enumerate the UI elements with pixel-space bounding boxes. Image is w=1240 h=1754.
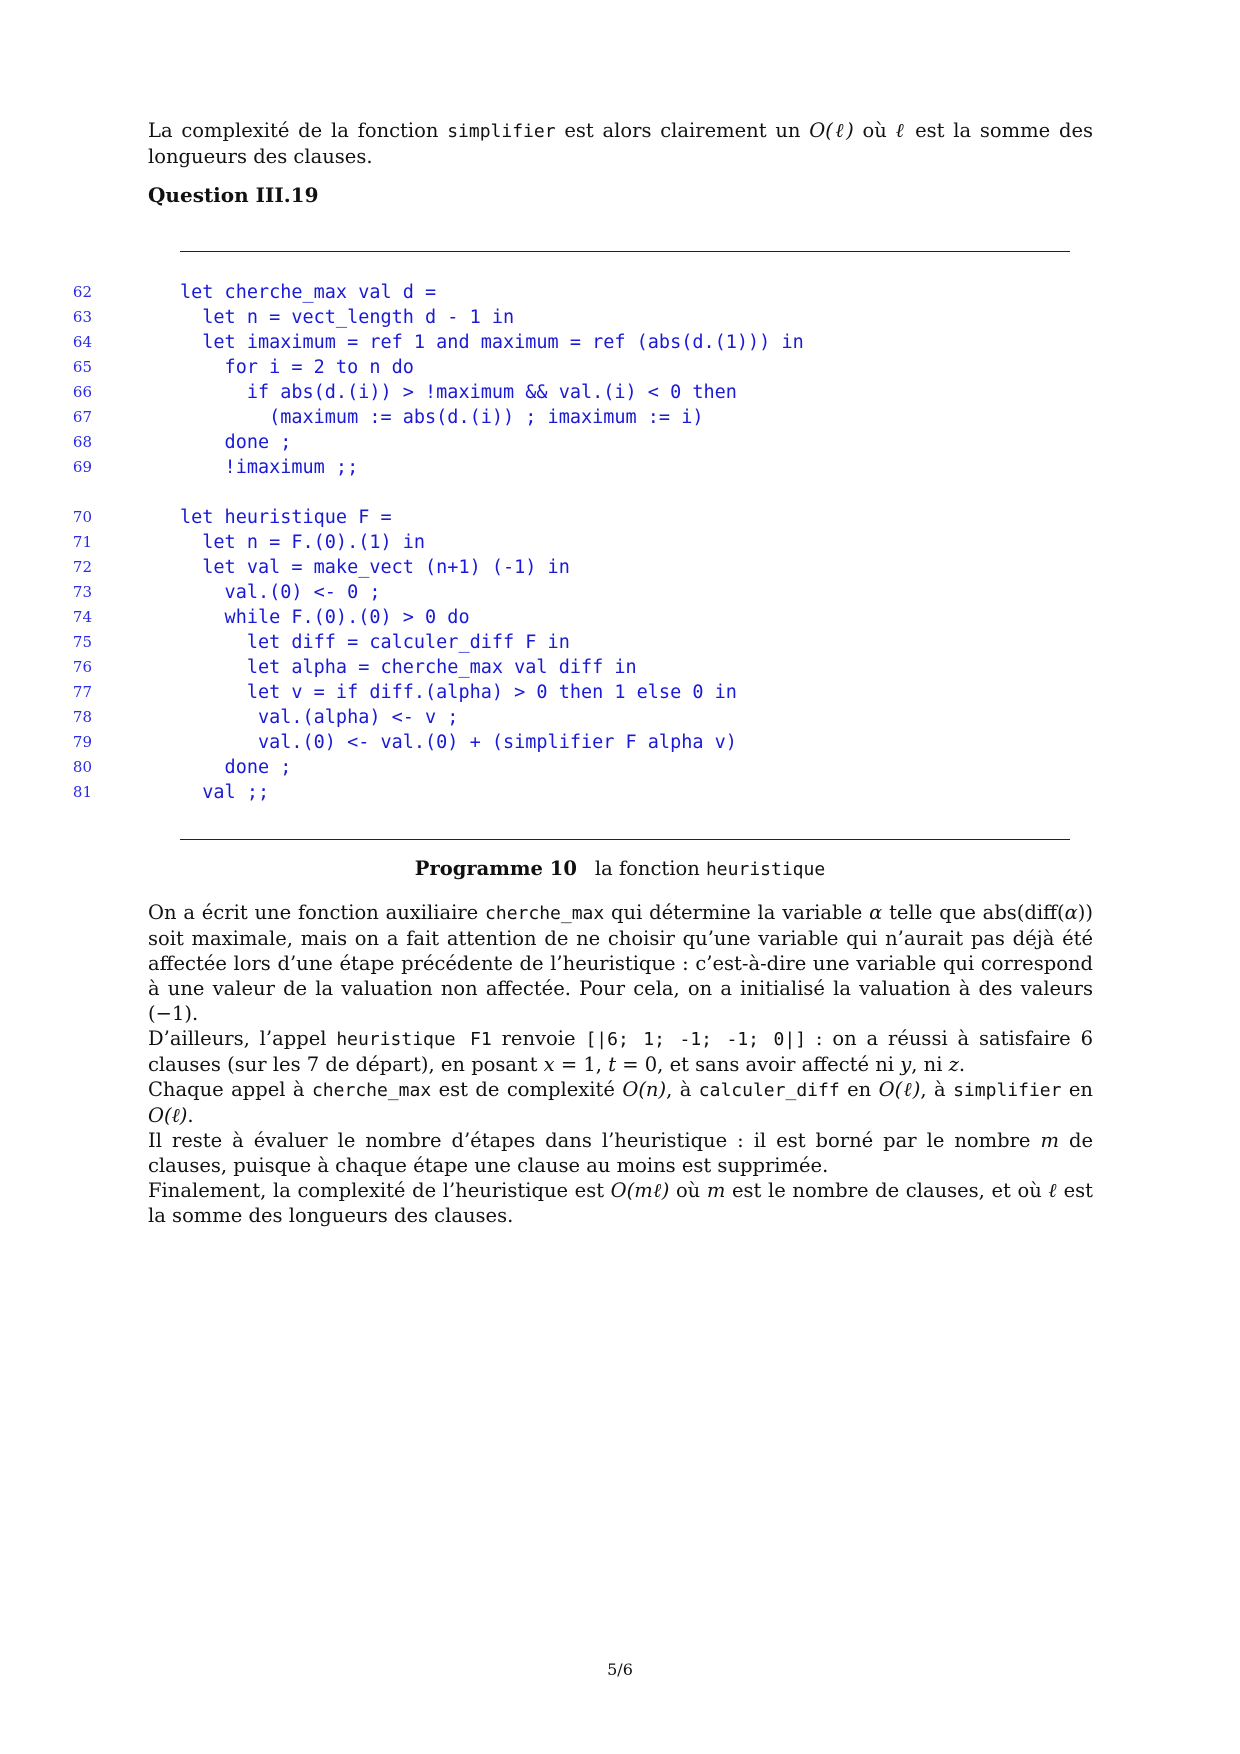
math: O(ℓ) [878, 1078, 921, 1101]
math: O(ℓ) [148, 1104, 188, 1127]
code-text: let heuristique F = [180, 507, 392, 528]
code-text: let imaximum = ref 1 and maximum = ref (abs(d.(1))) in [180, 332, 804, 353]
math: ℓ [1048, 1179, 1057, 1202]
inline-code: calculer_diff [698, 1080, 840, 1101]
inline-code: cherche_max [485, 903, 605, 924]
paragraph-5: Finalement, la complexité de l’heuristique est O(mℓ) où m est le nombre de clauses, et où ℓ est la somme des longueurs des clauses. [148, 1179, 1093, 1227]
code-text: let n = F.(0).(1) in [180, 532, 426, 553]
code-line [0, 705, 1240, 730]
code-line [0, 355, 1240, 380]
code-text: let n = vect_length d - 1 in [180, 307, 515, 328]
line-number: 68 [72, 433, 92, 451]
code-line [0, 655, 1240, 680]
inline-code: simplifier [447, 121, 556, 142]
explanation-block [148, 900, 1093, 1228]
code-line [0, 730, 1240, 755]
code-line [0, 680, 1240, 705]
line-number: 67 [72, 408, 92, 426]
line-number: 64 [72, 333, 92, 351]
intro-block [148, 118, 1093, 208]
code-text: for i = 2 to n do [180, 357, 414, 378]
listing-bottom-rule [180, 839, 1070, 840]
paragraph-3: Chaque appel à cherche_max est de complexité O(n), à calculer_diff en O(ℓ), à simplifier en O(ℓ). [148, 1078, 1093, 1127]
line-number: 66 [72, 383, 92, 401]
page-number: 5/6 [607, 1660, 633, 1679]
code-text: val.(0) <- 0 ; [180, 582, 381, 603]
math: m [1040, 1129, 1059, 1152]
code-text: let alpha = cherche_max val diff in [180, 657, 637, 678]
inline-code: simplifier [953, 1080, 1062, 1101]
line-number: 76 [72, 658, 92, 676]
code-text: val ;; [180, 782, 270, 803]
caption-label: Programme 10 [414, 857, 577, 880]
code-text: val.(alpha) <- v ; [180, 707, 459, 728]
code-line [0, 755, 1240, 780]
line-number: 80 [72, 758, 92, 776]
line-number: 69 [72, 458, 92, 476]
code-line [0, 630, 1240, 655]
listing-top-rule [180, 251, 1070, 252]
math: x [543, 1053, 555, 1076]
line-number: 79 [72, 733, 92, 751]
caption-code: heuristique [705, 859, 826, 880]
code-line [0, 580, 1240, 605]
code-line [0, 505, 1240, 530]
line-number: 62 [72, 283, 92, 301]
line-number: 78 [72, 708, 92, 726]
math: O(mℓ) [610, 1179, 670, 1202]
code-line [0, 305, 1240, 330]
paragraph-1: On a écrit une fonction auxiliaire cherche_max qui détermine la variable α telle que abs(diff(α)) soit maximale, mais on a fait attention de ne choisir qu’une variable qui n’aurait pas déjà été affectée lors d’une étape précédente de l’heuristique : c’est-à-dire une variable qui correspond à une valeur de la valuation non affectée. Pour cela, on a initialisé la valuation à des valeurs (−1). [148, 901, 1093, 1025]
listing-caption [0, 856, 1240, 882]
line-number: 70 [72, 508, 92, 526]
code-line [0, 430, 1240, 455]
math: t [608, 1053, 617, 1076]
code-text: let cherche_max val d = [180, 282, 437, 303]
line-number: 63 [72, 308, 92, 326]
line-number: 72 [72, 558, 92, 576]
code-text: while F.(0).(0) > 0 do [180, 607, 470, 628]
code-line [0, 780, 1240, 805]
paragraph-4: Il reste à évaluer le nombre d’étapes dans l’heuristique : il est borné par le nombre m de clauses, puisque à chaque étape une clause au moins est supprimée. [148, 1129, 1093, 1177]
math: α [1064, 901, 1078, 924]
code-text: done ; [180, 432, 292, 453]
math: α [869, 901, 883, 924]
line-number: 74 [72, 608, 92, 626]
code-text: !imaximum ;; [180, 457, 359, 478]
code-text: (maximum := abs(d.(i)) ; imaximum := i) [180, 407, 704, 428]
line-number: 71 [72, 533, 92, 551]
code-text: let val = make_vect (n+1) (-1) in [180, 557, 570, 578]
code-text: done ; [180, 757, 292, 778]
paragraph-2: D’ailleurs, l’appel heuristique F1 renvoie [|6; 1; -1; -1; 0|] : on a réussi à satisfaire 6 clauses (sur les 7 de départ), en posant x = 1, t = 0, et sans avoir affecté ni y, ni z. [148, 1027, 1093, 1076]
code-text: val.(0) <- val.(0) + (simplifier F alpha v) [180, 732, 737, 753]
math: O(ℓ) [809, 119, 854, 142]
math: O(n) [622, 1078, 667, 1101]
code-text: if abs(d.(i)) > !maximum && val.(i) < 0 then [180, 382, 737, 403]
code-line [0, 605, 1240, 630]
inline-code: heuristique F1 [336, 1029, 492, 1050]
line-number: 75 [72, 633, 92, 651]
line-number: 77 [72, 683, 92, 701]
line-number: 81 [72, 783, 92, 801]
inline-code: [|6; 1; -1; -1; 0|] [585, 1029, 807, 1050]
math: z [948, 1053, 959, 1076]
inline-code: cherche_max [311, 1080, 432, 1101]
line-number: 65 [72, 358, 92, 376]
code-line [0, 330, 1240, 355]
code-line [0, 380, 1240, 405]
math: m [706, 1179, 726, 1202]
math: ℓ [895, 119, 907, 142]
code-text: let diff = calculer_diff F in [180, 632, 570, 653]
code-line [0, 555, 1240, 580]
math: y [900, 1053, 912, 1076]
caption-text: la fonction [594, 857, 706, 880]
code-line [0, 455, 1240, 480]
code-text: let v = if diff.(alpha) > 0 then 1 else 0 in [180, 682, 737, 703]
question-heading: Question III.19 [148, 183, 319, 207]
intro-paragraph: La complexité de la fonction simplifier est alors clairement un O(ℓ) où ℓ est la somme des longueurs des clauses. [148, 119, 1094, 168]
code-line [0, 405, 1240, 430]
code-line [0, 280, 1240, 305]
line-number: 73 [72, 583, 92, 601]
code-line [0, 530, 1240, 555]
